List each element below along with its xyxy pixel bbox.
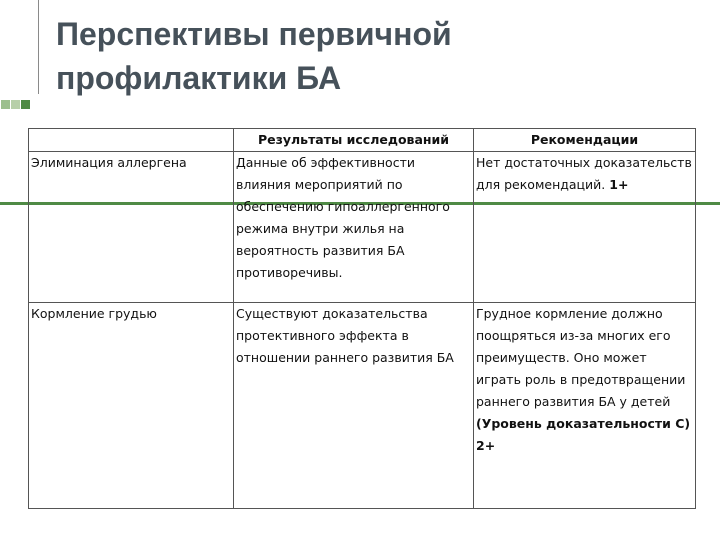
table-row [29,152,696,303]
table-row [29,303,696,509]
recommendation-cell [474,152,696,303]
recommendation-text: Нет достаточных доказательств для рекомендаций. [476,155,692,192]
slide-title-line-1: Перспективы первичной [56,16,452,52]
results-cell: Существуют доказательства протективного эффекта в отношении раннего развития БА [234,303,474,509]
factor-cell: Кормление грудью [29,303,234,509]
divider-square [20,99,31,110]
evidence-grade: 1+ [609,177,629,192]
table-header-row [29,129,696,152]
header-cell-results: Результаты исследований [234,129,474,152]
slide-title-line-2: профилактики БА [56,60,342,96]
slide-title [56,12,696,100]
title-accent-line [38,0,39,94]
factor-cell: Элиминация аллергена [29,152,234,303]
prevention-table [28,128,696,509]
title-divider [0,99,720,110]
header-cell-recommendations: Рекомендации [474,129,696,152]
evidence-grade: (Уровень доказательности С) 2+ [476,416,691,453]
recommendation-cell [474,303,696,509]
header-cell-factor [29,129,234,152]
results-cell: Данные об эффективности влияния мероприятий по обеспечению гипоаллергенного режима внутри жилья на вероятность развития БА противоречивы. [234,152,474,303]
recommendation-text: Грудное кормление должно поощряться из-за многих его преимуществ. Оно может играть роль в предотвращении раннего развития БА у детей [476,306,686,409]
